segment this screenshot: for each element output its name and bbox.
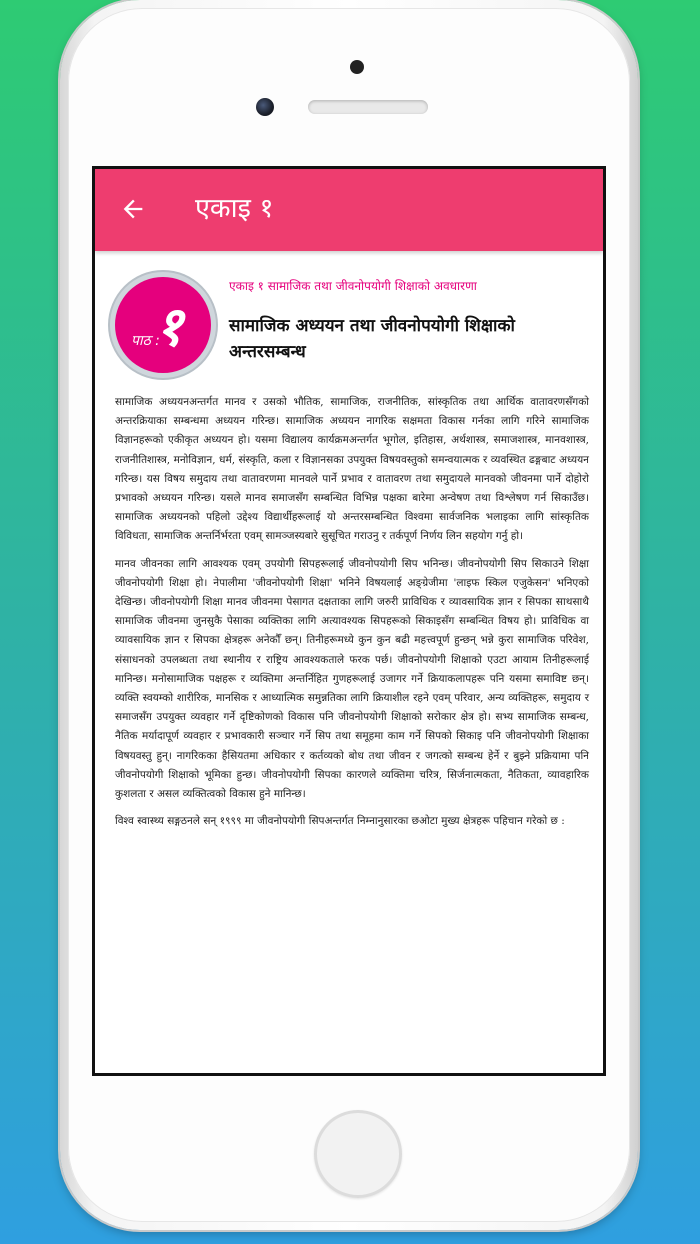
home-button[interactable]	[314, 1110, 402, 1198]
app-bar-title: एकाइ १	[195, 193, 274, 224]
lesson-content[interactable]	[95, 251, 603, 1073]
back-button[interactable]	[113, 189, 153, 229]
lesson-body	[115, 393, 589, 839]
paragraph: सामाजिक अध्ययनअन्तर्गत मानव र उसको भौतिक, सामाजिक, राजनीतिक, सांस्कृतिक तथा आर्थिक वातावरणसँगको अन्तरक्रियाका सम्बन्धमा अध्ययन गरिन्छ। सामाजिक अध्ययन नागरिक सक्षमता विकास गर्नका लागि गरिने सामाजिक विज्ञानहरूको एकीकृत अध्ययन हो। यसमा विद्यालय कार्यक्रमअन्तर्गत भूगोल, इतिहास, अर्थशास्त्र, समाजशास्त्र, मानवशास्त्र, राजनीतिशास्त्र, मनोविज्ञान, धर्म, संस्कृति, कला र विज्ञानसका उपयुक्त विषयवस्तुको समन्वयात्मक र व्यवस्थित ढङ्गबाट अध्ययन गरिन्छ। यस विषय समुदाय तथा वातावरणमा मानवले पार्ने प्रभाव र वातावरण तथा समुदायले मानवको जीवनमा पार्ने दोहोरो प्रभावको अध्ययन गरिन्छ। यसले मानव समाजसँग सम्बन्धित विभिन्न पक्षका बारेमा अन्वेषण तथा विश्लेषण गर्न सिकाउँछ। सामाजिक अध्ययनको पहिलो उद्देश्य विद्यार्थीहरूलाई यो अन्तरसम्बन्धित विश्वमा सार्वजनिक भलाइका लागि सांस्कृतिक विविधता, सामाजिक अन्तर्निर्भरता एवम् सामञ्जस्यबारे सुसूचित गराउनु र तर्कपूर्ण निर्णय लिन सहयोग गर्नु हो।	[115, 396, 589, 543]
badge-number: १	[155, 295, 184, 358]
front-sensor	[350, 60, 364, 74]
app-bar	[95, 169, 603, 251]
paragraph: मानव जीवनका लागि आवश्यक एवम् उपयोगी सिपहरूलाई जीवनोपयोगी सिप भनिन्छ। जीवनोपयोगी सिप सिकाउने शिक्षा जीवनोपयोगी शिक्षा हो। नेपालीमा 'जीवनोपयोगी शिक्षा' भनिने विषयलाई अङ्ग्रेजीमा 'लाइफ स्किल एजुकेसन' भनिएको देखिन्छ। जीवनोपयोगी शिक्षा मानव जीवनमा पेसागत दक्षताका लागि जरुरी प्राविधिक र व्यावसायिक ज्ञान र सिपका साथसाथै सामाजिक जीवनमा जुनसुकै पेसाका व्यक्तिका लागि अत्यावश्यक सिपहरूको सिकाइसँग सम्बन्धित विषय हो। प्राविधिक वा व्यावसायिक ज्ञान र सिपका क्षेत्रहरू अनेकौँ छन्। तिनीहरूमध्ये कुन कुन बढी महत्त्वपूर्ण हुन्छन् भन्ने कुरा सामाजिक परिवेश, संसाधनको उपलब्धता तथा स्थानीय र राष्ट्रिय आवश्यकताले फरक पर्छ। जीवनोपयोगी शिक्षाको एउटा आयाम तिनीहरूलाई मानिन्छ। मनोसामाजिक पक्षहरू र व्यक्तिमा अन्तर्निहित गुणहरूलाई उजागर गर्ने क्रियाकलापहरू पनि यसमा समाविष्ट छन्। व्यक्ति स्वयम्को शारीरिक, मानसिक र आध्यात्मिक समुन्नतिका लागि क्रियाशील रहने एवम् परिवार, अन्य व्यक्तिहरू, समुदाय र समाजसँग उपयुक्त व्यवहार गर्ने दृष्टिकोणको विकास पनि जीवनोपयोगी शिक्षाको सरोकार क्षेत्र हो। सभ्य सामाजिक सम्बन्ध, नैतिक मर्यादापूर्ण व्यवहार र प्रभावकारी सञ्चार गर्ने सिप तथा समूहमा काम गर्ने सिपको सिकाइ पनि जीवनोपयोगी शिक्षाका विषयवस्तु हुन्। नागरिकका हैसियतमा अधिकार र कर्तव्यको बोध तथा जीवन र जगत्को सम्बन्ध हेर्ने र बुझ्ने प्रक्रियामा पनि जीवनोपयोगी शिक्षाको भूमिका हुन्छ। जीवनोपयोगी सिपका कारणले व्यक्तिमा चरित्र, सिर्जनात्मकता, नैतिकता, व्यावहारिक कुशलता र असल व्यक्तित्वको विकास हुने मानिन्छ।	[115, 557, 589, 801]
badge-label: पाठ :	[131, 333, 160, 349]
front-camera	[256, 98, 274, 116]
arrow-left-icon	[119, 195, 147, 223]
chapter-heading: एकाइ १ सामाजिक तथा जीवनोपयोगी शिक्षाको अवधारणा	[229, 279, 477, 293]
lesson-badge	[115, 277, 211, 373]
lesson-title: सामाजिक अध्ययन तथा जीवनोपयोगी शिक्षाको अन्तरसम्बन्ध	[229, 316, 515, 362]
app-screen	[92, 166, 606, 1076]
paragraph: विश्व स्वास्थ्य सङ्गठनले सन् १९९९ मा जीवनोपयोगी सिपअन्तर्गत निम्नानुसारका छओटा मुख्य क्षेत्रहरू पहिचान गरेको छ :	[115, 815, 565, 828]
earpiece-speaker	[308, 100, 428, 114]
